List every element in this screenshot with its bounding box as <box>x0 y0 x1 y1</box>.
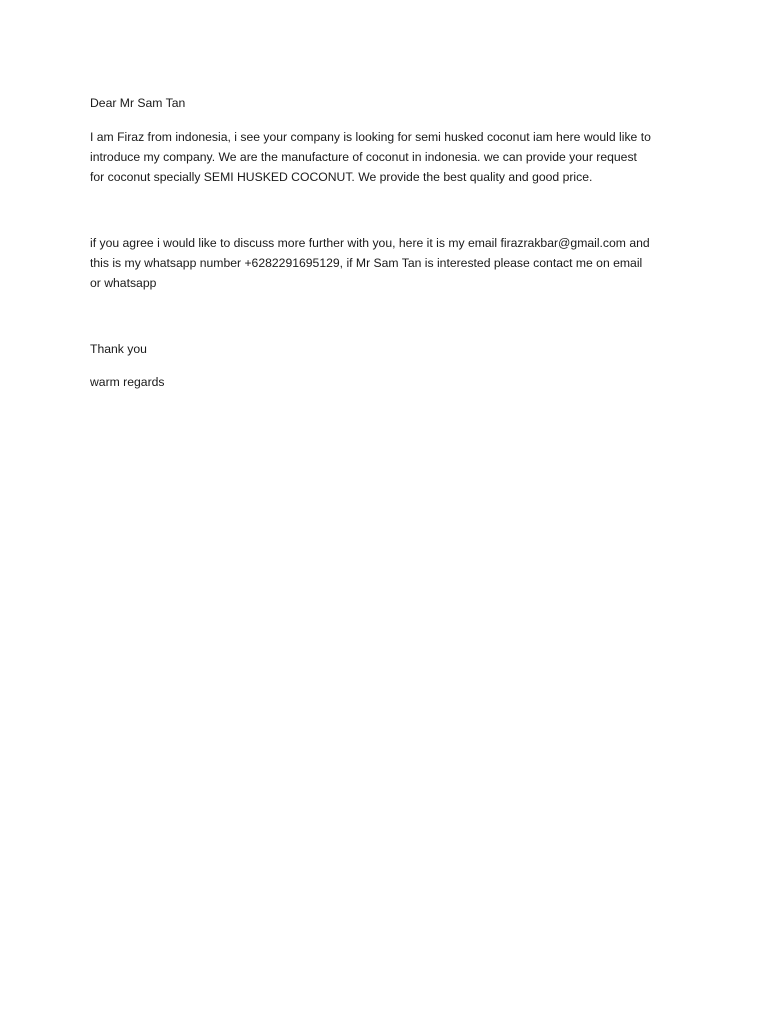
salutation: Dear Mr Sam Tan <box>90 96 186 110</box>
paragraph-introduction <box>90 127 690 187</box>
paragraph-line: introduce my company. We are the manufacture of coconut in indonesia. we can provide your request <box>90 150 637 164</box>
paragraph-line: I am Firaz from indonesia, i see your company is looking for semi husked coconut iam here would like to <box>90 130 651 144</box>
paragraph-line: this is my whatsapp number +6282291695129, if Mr Sam Tan is interested please contact me on email <box>90 256 643 270</box>
paragraph-contact <box>90 233 690 293</box>
paragraph-spacer <box>90 293 690 339</box>
signoff: warm regards <box>90 375 165 389</box>
paragraph-spacer <box>90 187 690 233</box>
paragraph-line: for coconut specially SEMI HUSKED COCONUT. We provide the best quality and good price. <box>90 170 593 184</box>
closing-thanks: Thank you <box>90 342 147 356</box>
paragraph-line: if you agree i would like to discuss more further with you, here it is my email firazrakbar@gmail.com and <box>90 236 650 250</box>
paragraph-line: or whatsapp <box>90 276 157 290</box>
letter-body <box>90 93 690 392</box>
